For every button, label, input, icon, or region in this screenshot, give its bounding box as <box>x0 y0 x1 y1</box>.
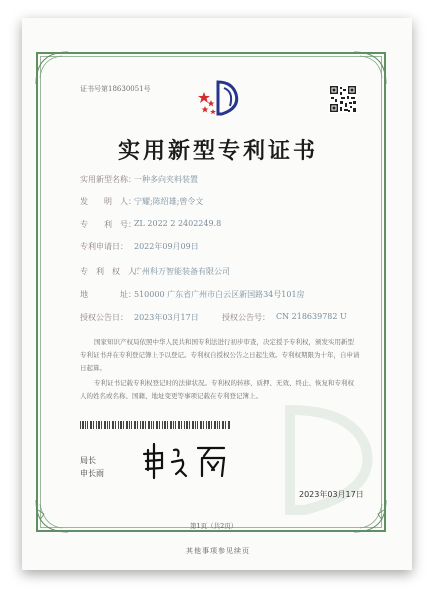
director-title: 局长 <box>80 456 96 465</box>
field-value-patent-no: ZL 2022 2 2402249.8 <box>134 219 222 228</box>
grant-statement-paragraph: 国家知识产权局依照中华人民共和国专利法进行初步审查，决定授予专利权，颁发实用新型专利证书并在专利登记簿上予以登记。专利权自授权公告之日起生效。专利权期限为十年，自申请日起算。 <box>80 338 360 372</box>
field-label-name: 实用新型名称： <box>80 175 136 184</box>
certificate-number: 证书号第18630051号 <box>80 85 151 93</box>
corner-ornament-bottom-left <box>32 496 72 536</box>
director-name: 申长雨 <box>80 469 104 478</box>
field-label-patent-no: 专 利 号： <box>80 220 136 229</box>
director-signature <box>140 440 230 482</box>
field-label-address: 地 址： <box>80 290 136 299</box>
field-value-inventor: 宁耀;陈绍雄;曾令文 <box>134 197 204 206</box>
field-value-patentee: 广州科万智能装备有限公司 <box>134 267 230 276</box>
cnipa-logo-icon <box>196 78 244 118</box>
page-indicator: 第1页（共2页） <box>190 522 238 530</box>
footer-note: 其他事项参见续页 <box>186 547 250 555</box>
field-value-filing-date: 2022年09月09日 <box>134 242 199 251</box>
corner-ornament-top-left <box>32 48 72 88</box>
field-label-grant-no: 授权公告号： <box>222 313 270 322</box>
certificate-title: 实用新型专利证书 <box>117 138 318 164</box>
field-label-patentee: 专 利 权 人： <box>80 267 144 276</box>
qr-code-icon <box>329 85 357 113</box>
barcode-icon <box>80 421 230 429</box>
issue-date: 2023年03月17日 <box>299 490 364 499</box>
field-value-address: 510000 广东省广州市白云区新国路34号101房 <box>134 290 305 299</box>
field-value-grant-no: CN 218639782 U <box>276 312 347 321</box>
field-label-filing-date: 专利申请日： <box>80 242 128 251</box>
field-value-name: 一种多向夹料装置 <box>134 175 198 184</box>
field-label-inventor: 发 明 人： <box>80 197 136 206</box>
watermark-emblem-icon <box>230 400 390 520</box>
field-label-grant-date: 授权公告日： <box>80 313 128 322</box>
field-value-grant-date: 2023年03月17日 <box>134 313 199 322</box>
corner-ornament-top-right <box>350 48 390 88</box>
legal-status-paragraph: 专利证书记载专利权登记时的法律状况。专利权的转移、质押、无效、终止、恢复和专利权人的姓名或名称、国籍、地址变更等事项记载在专利登记簿上。 <box>80 379 354 400</box>
